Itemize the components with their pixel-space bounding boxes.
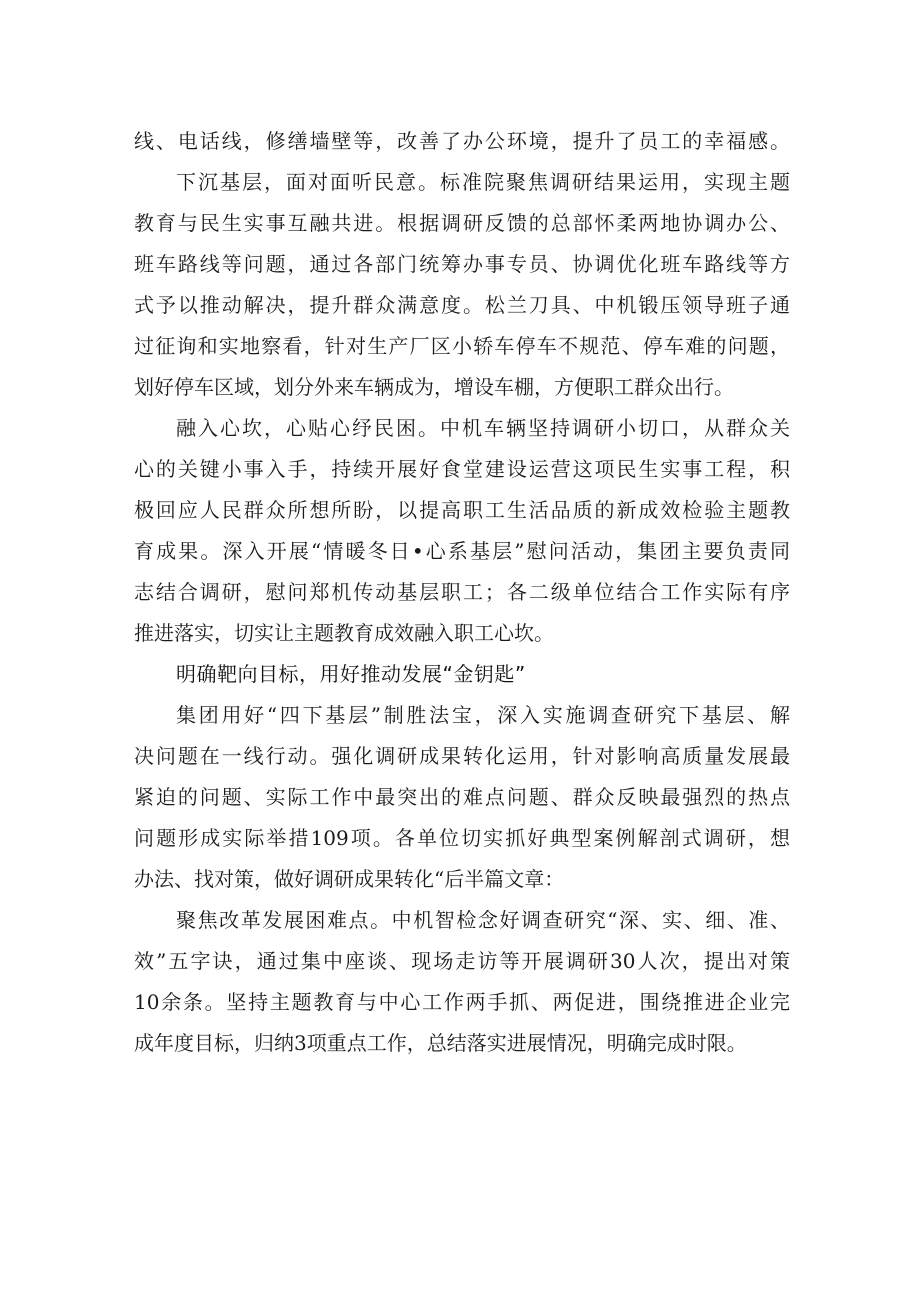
text-line: 极回应人民群众所想所盼，以提高职工生活品质的新成效检验主题教 [134, 498, 790, 522]
text-line: 聚焦改革发展困难点。中机智检念好调查研究“深、实、细、准、 [176, 908, 790, 932]
paragraph [134, 162, 790, 408]
text-line: 教育与民生实事互融共进。根据调研反馈的总部怀柔两地协调办公、 [134, 211, 790, 235]
text-line: 集团用好“四下基层”制胜法宝，深入实施调查研究下基层、解 [176, 703, 790, 727]
text-line: 办法、找对策，做好调研成果转化“后半篇文章： [134, 867, 565, 891]
text-line: 10余条。坚持主题教育与中心工作两手抓、两促进，围绕推进企业完 [134, 990, 790, 1014]
text-line: 成年度目标，归纳3项重点工作，总结落实进展情况，明确完成时限。 [134, 1031, 747, 1055]
text-line: 决问题在一线行动。强化调研成果转化运用，针对影响高质量发展最 [134, 744, 790, 768]
paragraph [134, 121, 790, 162]
text-line: 下沉基层，面对面听民意。标准院聚焦调研结果运用，实现主题 [176, 170, 790, 194]
section-heading: 明确靶向目标，用好推动发展“金钥匙” [176, 662, 526, 686]
text-line: 融入心坎，心贴心纾民困。中机车辆坚持调研小切口，从群众关 [176, 416, 790, 440]
text-line: 班车路线等问题，通过各部门统筹办事专员、协调优化班车路线等方 [134, 252, 790, 276]
text-line: 效”五字诀，通过集中座谈、现场走访等开展调研30人次，提出对策 [134, 949, 790, 973]
paragraph [134, 695, 790, 900]
text-line: 育成果。深入开展“情暖冬日•心系基层”慰问活动，集团主要负责同 [134, 539, 790, 563]
text-line: 过征询和实地察看，针对生产厂区小轿车停车不规范、停车难的问题， [134, 334, 790, 358]
text-line: 志结合调研，慰问郑机传动基层职工；各二级单位结合工作实际有序 [134, 580, 790, 604]
text-line: 划好停车区域，划分外来车辆成为，增设车棚，方便职工群众出行。 [134, 375, 734, 399]
text-line: 紧迫的问题、实际工作中最突出的难点问题、群众反映最强烈的热点 [134, 785, 790, 809]
paragraph [134, 408, 790, 654]
text-line: 线、电话线，修缮墙壁等，改善了办公环境，提升了员工的幸福感。 [134, 129, 790, 153]
text-line: 心的关键小事入手，持续开展好食堂建设运营这项民生实事工程，积 [134, 457, 790, 481]
text-line: 问题形成实际举措109项。各单位切实抓好典型案例解剖式调研，想 [134, 826, 790, 850]
text-line: 推进落实，切实让主题教育成效融入职工心坎。 [134, 621, 554, 645]
text-line: 式予以推动解决，提升群众满意度。松兰刀具、中机锻压领导班子通 [134, 293, 790, 317]
document-body [134, 121, 790, 1064]
paragraph [134, 900, 790, 1064]
